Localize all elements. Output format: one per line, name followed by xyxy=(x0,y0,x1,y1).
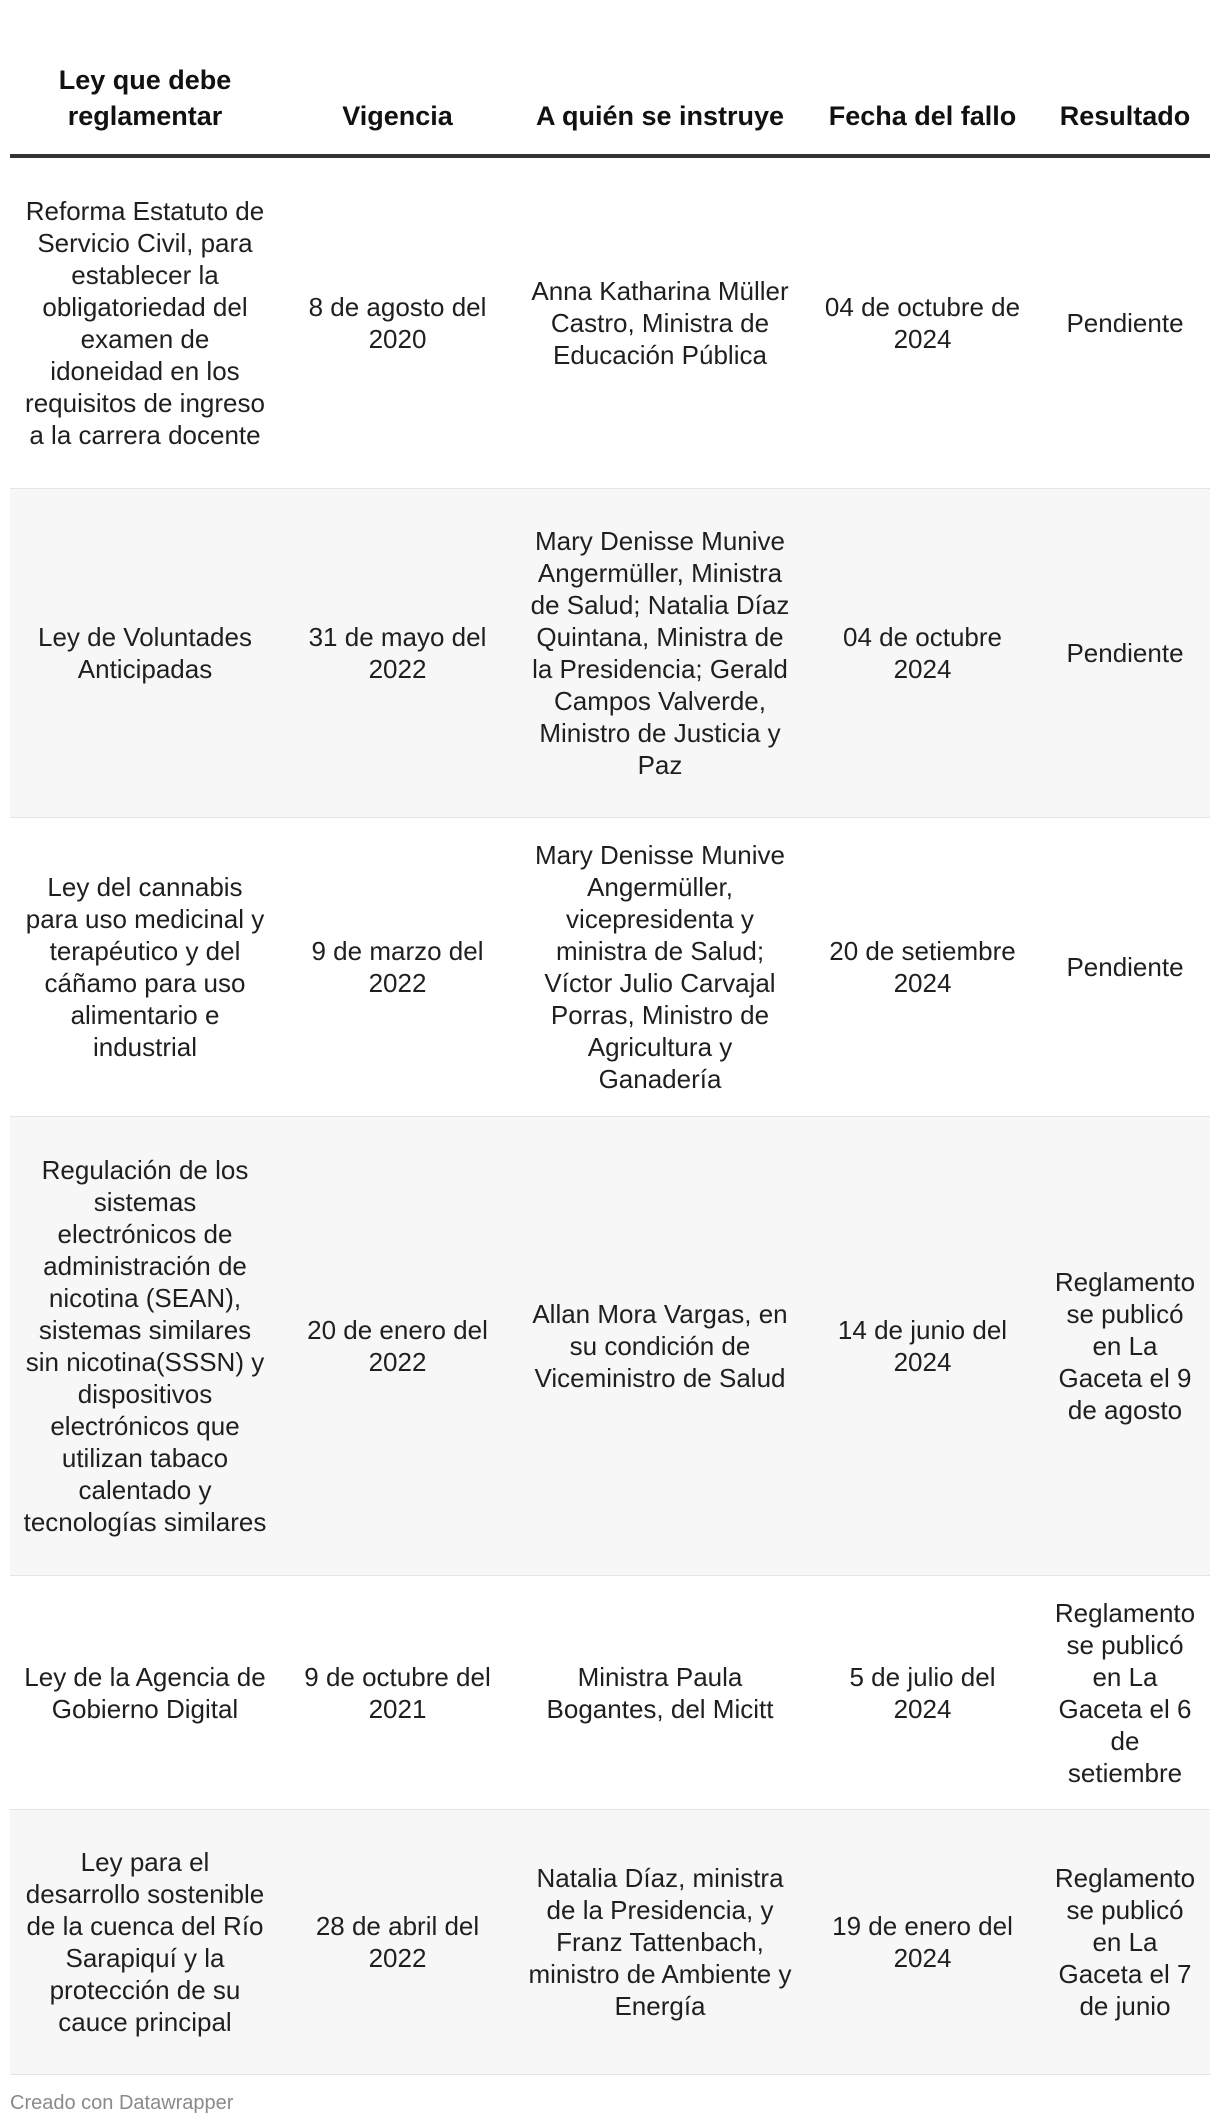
cell-vigencia: 20 de enero del 2022 xyxy=(280,1117,515,1576)
cell-vigencia: 28 de abril del 2022 xyxy=(280,1810,515,2075)
cell-resultado: Pendiente xyxy=(1040,489,1210,818)
cell-ley: Ley de la Agencia de Gobierno Digital xyxy=(10,1576,280,1810)
cell-fecha: 04 de octubre 2024 xyxy=(805,489,1040,818)
header-fecha[interactable]: Fecha del fallo xyxy=(805,0,1040,156)
cell-fecha: 5 de julio del 2024 xyxy=(805,1576,1040,1810)
cell-ley: Reforma Estatuto de Servicio Civil, para establecer la obligatoriedad del examen de idoneidad en los requisitos de ingreso a la carrera docente xyxy=(10,156,280,489)
cell-resultado: Pendiente xyxy=(1040,818,1210,1117)
table-row xyxy=(10,1576,1210,1810)
cell-instruye: Anna Katharina Müller Castro, Ministra de Educación Pública xyxy=(515,156,805,489)
cell-ley: Ley para el desarrollo sostenible de la cuenca del Río Sarapiquí y la protección de su cauce principal xyxy=(10,1810,280,2075)
cell-vigencia: 8 de agosto del 2020 xyxy=(280,156,515,489)
cell-resultado: Reglamento se publicó en La Gaceta el 6 de setiembre xyxy=(1040,1576,1210,1810)
cell-resultado: Reglamento se publicó en La Gaceta el 7 de junio xyxy=(1040,1810,1210,2075)
header-resultado[interactable]: Resultado xyxy=(1040,0,1210,156)
cell-instruye: Natalia Díaz, ministra de la Presidencia, y Franz Tattenbach, ministro de Ambiente y Energía xyxy=(515,1810,805,2075)
cell-instruye: Mary Denisse Munive Angermüller, vicepresidenta y ministra de Salud; Víctor Julio Carvajal Porras, Ministro de Agricultura y Ganadería xyxy=(515,818,805,1117)
cell-ley: Ley del cannabis para uso medicinal y terapéutico y del cáñamo para uso alimentario e industrial xyxy=(10,818,280,1117)
table-row xyxy=(10,156,1210,489)
cell-resultado: Reglamento se publicó en La Gaceta el 9 de agosto xyxy=(1040,1117,1210,1576)
datawrapper-credit[interactable]: Creado con Datawrapper xyxy=(10,2092,234,2114)
rulings-table xyxy=(10,0,1210,2075)
cell-vigencia: 31 de mayo del 2022 xyxy=(280,489,515,818)
table-body xyxy=(10,156,1210,2075)
table-row xyxy=(10,818,1210,1117)
header-vigencia[interactable]: Vigencia xyxy=(280,0,515,156)
cell-fecha: 20 de setiembre 2024 xyxy=(805,818,1040,1117)
header-ley[interactable]: Ley que debe reglamentar xyxy=(10,0,280,156)
cell-ley: Regulación de los sistemas electrónicos de administración de nicotina (SEAN), sistemas similares sin nicotina(SSSN) y dispositivos electrónicos que utilizan tabaco calentado y tecnologías similares xyxy=(10,1117,280,1576)
cell-vigencia: 9 de marzo del 2022 xyxy=(280,818,515,1117)
table-header xyxy=(10,0,1210,156)
cell-ley: Ley de Voluntades Anticipadas xyxy=(10,489,280,818)
cell-fecha: 14 de junio del 2024 xyxy=(805,1117,1040,1576)
cell-instruye: Ministra Paula Bogantes, del Micitt xyxy=(515,1576,805,1810)
table-row xyxy=(10,1117,1210,1576)
table-row xyxy=(10,489,1210,818)
cell-instruye: Mary Denisse Munive Angermüller, Ministra de Salud; Natalia Díaz Quintana, Ministra de la Presidencia; Gerald Campos Valverde, Ministro de Justicia y Paz xyxy=(515,489,805,818)
cell-resultado: Pendiente xyxy=(1040,156,1210,489)
cell-fecha: 19 de enero del 2024 xyxy=(805,1810,1040,2075)
cell-vigencia: 9 de octubre del 2021 xyxy=(280,1576,515,1810)
table-row xyxy=(10,1810,1210,2075)
header-instruye[interactable]: A quién se instruye xyxy=(515,0,805,156)
cell-fecha: 04 de octubre de 2024 xyxy=(805,156,1040,489)
header-row xyxy=(10,0,1210,156)
cell-instruye: Allan Mora Vargas, en su condición de Viceministro de Salud xyxy=(515,1117,805,1576)
